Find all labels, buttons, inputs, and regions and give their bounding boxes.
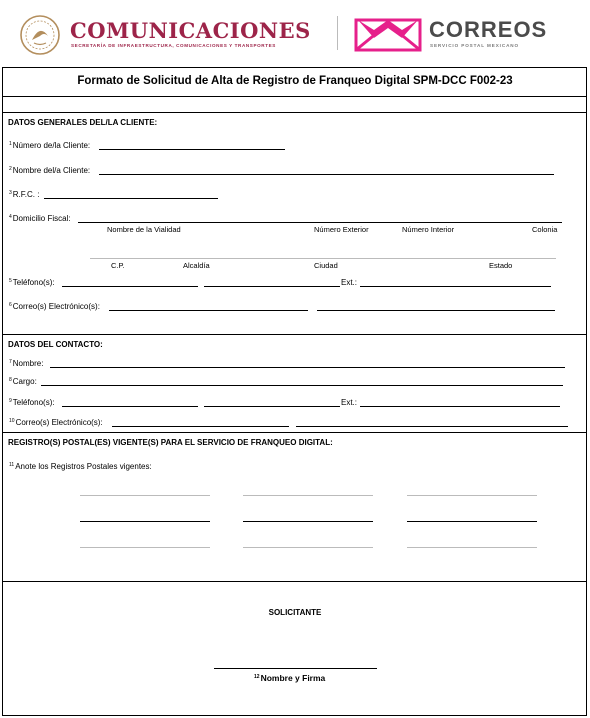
- client-phone-label: $^5$Teléfono(s):: [9, 278, 55, 287]
- client-email-field-2[interactable]: [317, 310, 555, 311]
- contact-name-field[interactable]: [50, 367, 565, 368]
- postal-registration-field[interactable]: [80, 495, 210, 496]
- postal-registration-field[interactable]: [407, 547, 537, 548]
- rfc-label: $^3$R.F.C. :: [9, 190, 40, 199]
- signature-label: $^{12}$Nombre y Firma: [254, 673, 326, 683]
- client-phone-field-2[interactable]: [204, 286, 340, 287]
- contact-email-label: $^{10}$Correo(s) Electrónico(s):: [9, 418, 103, 427]
- address-ciudad-label: Ciudad: [314, 261, 338, 270]
- form-title: Formato de Solicitud de Alta de Registro de Franqueo Digital SPM-DCC F002-23: [77, 75, 513, 87]
- contact-ext-field[interactable]: [360, 406, 560, 407]
- client-ext-field[interactable]: [360, 286, 551, 287]
- postal-registrations-label: $^{11}$Anote los Registros Postales vigentes:: [9, 462, 152, 471]
- header-divider: [337, 16, 338, 50]
- contact-section-heading: DATOS DEL CONTACTO:: [8, 340, 103, 349]
- client-name-field[interactable]: [99, 174, 554, 175]
- postal-registration-field[interactable]: [407, 521, 537, 522]
- section-divider-postal: [2, 432, 586, 433]
- fiscal-address-label: $^4$Domicilio Fiscal:: [9, 214, 71, 223]
- address-line-2-field[interactable]: [90, 258, 556, 259]
- postal-registration-field[interactable]: [243, 521, 373, 522]
- postal-registration-field[interactable]: [407, 495, 537, 496]
- address-street-label: Nombre de la Vialidad: [107, 225, 181, 234]
- section-divider-signature: [2, 581, 586, 582]
- contact-ext-label: Ext.:: [341, 398, 358, 407]
- fiscal-address-field[interactable]: [78, 222, 562, 223]
- frame-right: [586, 67, 587, 715]
- client-number-label: $^1$Número de/la Cliente:: [9, 141, 91, 150]
- brand-right-subtitle: SERVICIO POSTAL MEXICANO: [430, 43, 519, 48]
- postal-registration-field[interactable]: [243, 547, 373, 548]
- frame-bottom: [2, 715, 587, 716]
- frame-top: [2, 67, 586, 68]
- contact-phone-label: $^9$Teléfono(s):: [9, 398, 55, 407]
- contact-position-field[interactable]: [41, 385, 563, 386]
- client-ext-label: Ext.:: [341, 278, 358, 287]
- client-email-label: $^6$Correo(s) Electrónico(s):: [9, 302, 100, 311]
- coat-of-arms-icon: [18, 14, 62, 56]
- address-int-label: Número Interior: [402, 225, 455, 234]
- contact-position-label: $^8$Cargo:: [9, 377, 37, 386]
- postal-registration-field[interactable]: [243, 495, 373, 496]
- contact-email-field-2[interactable]: [296, 426, 568, 427]
- client-email-field-1[interactable]: [109, 310, 308, 311]
- signature-field[interactable]: [214, 668, 377, 669]
- header: [0, 0, 590, 66]
- postal-section-heading: REGISTRO(S) POSTAL(ES) VIGENTE(S) PARA EL SERVICIO DE FRANQUEO DIGITAL:: [8, 438, 333, 447]
- correos-envelope-icon: [354, 16, 422, 52]
- contact-email-field-1[interactable]: [112, 426, 289, 427]
- address-ext-label: Número Exterior: [314, 225, 369, 234]
- rfc-field[interactable]: [44, 198, 218, 199]
- contact-phone-field-1[interactable]: [62, 406, 198, 407]
- client-name-label: $^2$Nombre del/a Cliente:: [9, 166, 91, 175]
- signature-section-heading: SOLICITANTE: [268, 608, 322, 617]
- address-cp-label: C.P.: [111, 261, 125, 270]
- brand-left-subtitle: SECRETARÍA DE INFRAESTRUCTURA, COMUNICACIONES Y TRANSPORTES: [71, 43, 276, 48]
- section-divider-top: [2, 112, 586, 113]
- address-colonia-label: Colonia: [532, 225, 558, 234]
- title-divider: [2, 96, 586, 97]
- address-alcaldia-label: Alcaldía: [183, 261, 210, 270]
- address-estado-label: Estado: [489, 261, 513, 270]
- postal-registration-field[interactable]: [80, 547, 210, 548]
- brand-left-name: COMUNICACIONES: [70, 18, 311, 43]
- frame-left: [2, 67, 3, 715]
- client-section-heading: DATOS GENERALES DEL/LA CLIENTE:: [8, 118, 158, 127]
- client-phone-field-1[interactable]: [62, 286, 198, 287]
- brand-right-name: CORREOS: [429, 17, 548, 42]
- postal-registration-field[interactable]: [80, 521, 210, 522]
- client-number-field[interactable]: [99, 149, 285, 150]
- section-divider-contact: [2, 334, 586, 335]
- contact-phone-field-2[interactable]: [204, 406, 340, 407]
- contact-name-label: $^7$Nombre:: [9, 359, 44, 368]
